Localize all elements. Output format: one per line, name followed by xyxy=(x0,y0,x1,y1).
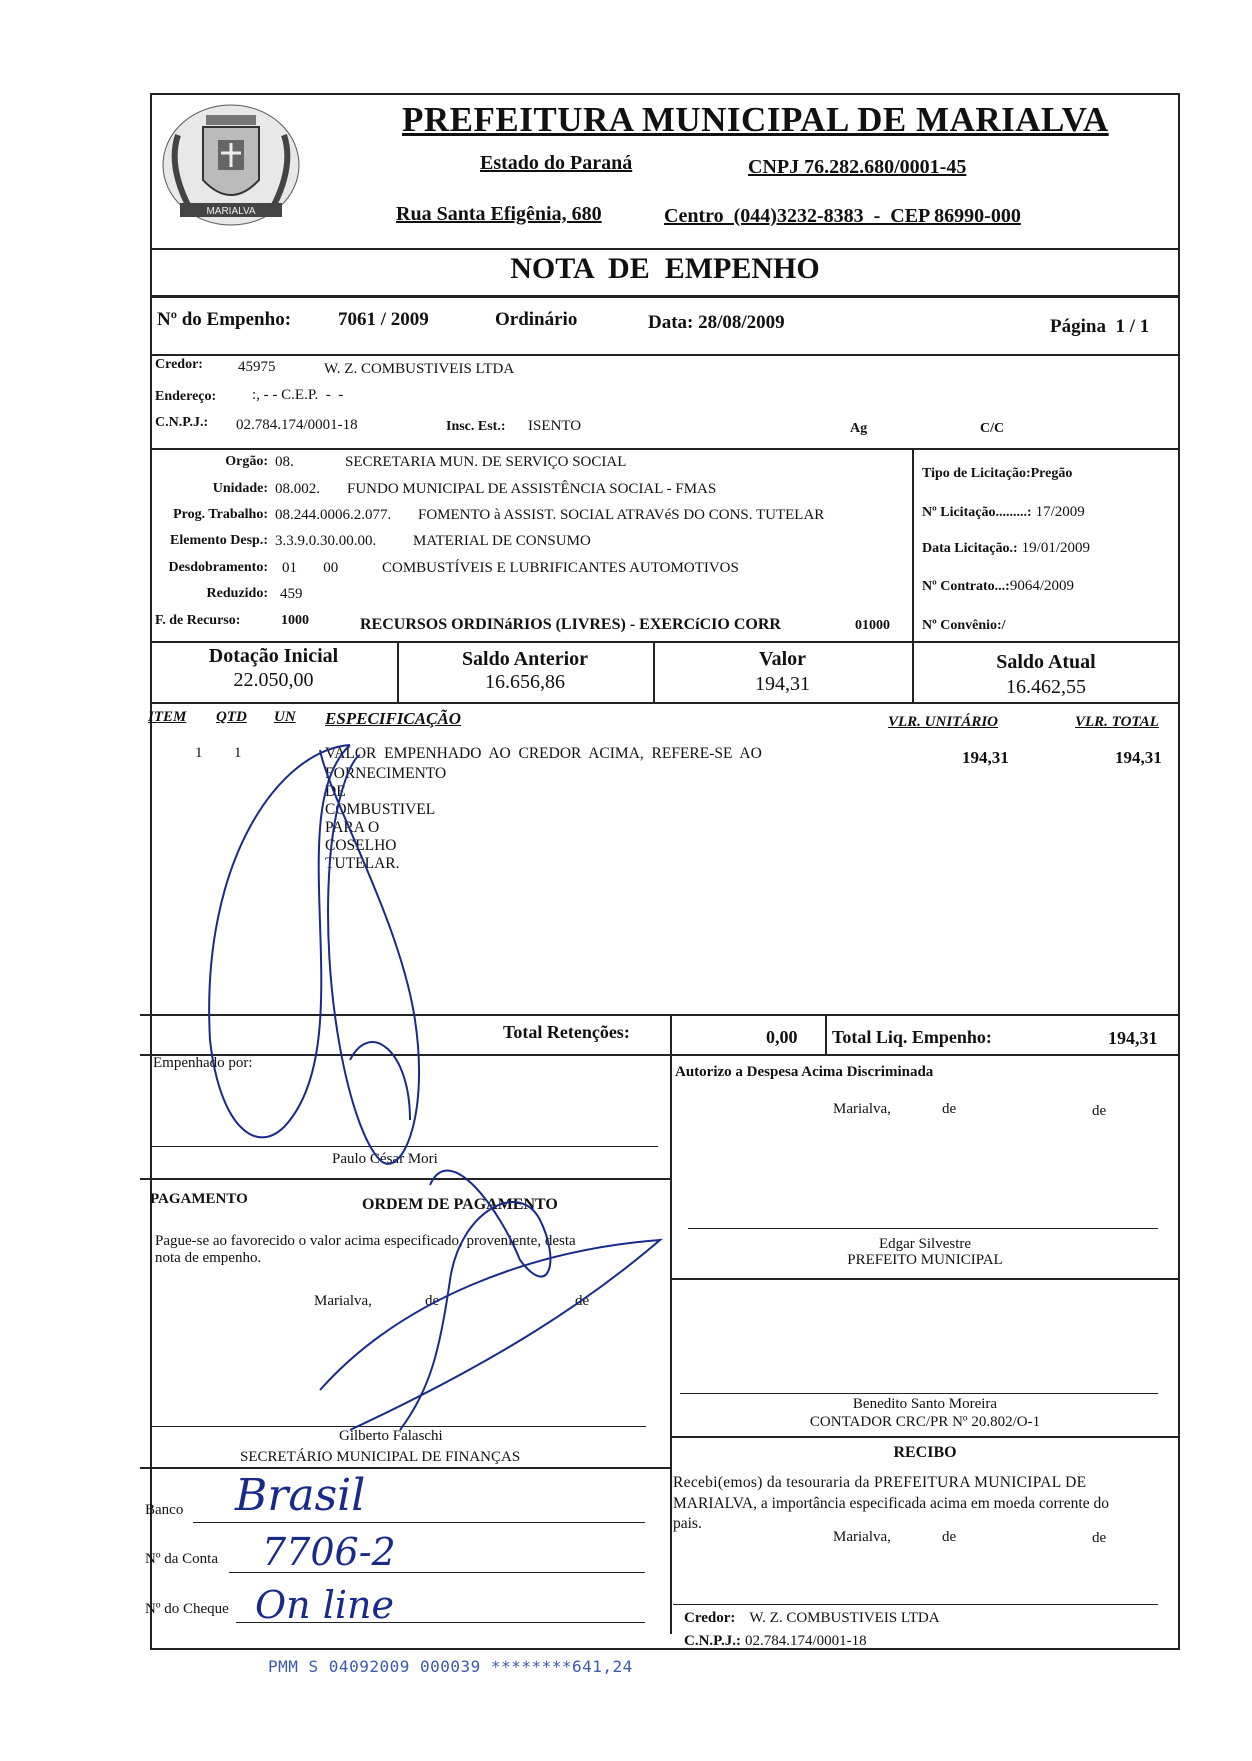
retencoes-label: Total Retenções: xyxy=(503,1022,630,1042)
budget-row-desc: MATERIAL DE CONSUMO xyxy=(413,533,591,549)
budget-row-label: Reduzido: xyxy=(206,586,268,601)
cheque-label: Nº do Cheque xyxy=(145,1601,229,1617)
recibo-cnpj xyxy=(684,1632,867,1650)
licitacao-convenio: Nº Convênio:/ xyxy=(922,618,1006,633)
recurso-desc: RECURSOS ORDINáRIOS (LIVRES) - EXERCíCIO CORR xyxy=(360,616,781,633)
endereco-label: Endereço: xyxy=(155,389,217,404)
budget-row-code: 3.3.9.0.30.00.00. xyxy=(275,533,377,549)
autorizo-place: Marialva, xyxy=(833,1101,891,1117)
recibo-de2: de xyxy=(1092,1530,1107,1546)
budget-row-code: 01 00 xyxy=(282,560,339,576)
pagamento-de1: de xyxy=(425,1293,440,1309)
financas-role: SECRETÁRIO MUNICIPAL DE FINANÇAS xyxy=(240,1449,521,1465)
document-title: NOTA DE EMPENHO xyxy=(510,252,820,285)
district-phone-cep: Centro (044)3232-8383 - CEP 86990-000 xyxy=(664,205,1021,227)
licitacao-numero-label: Nº Licitação.........: xyxy=(922,505,1032,520)
budget-row-code: 08.244.0006.2.077. xyxy=(275,507,392,523)
insc-value: ISENTO xyxy=(528,418,582,434)
page-number: Página 1 / 1 xyxy=(1050,316,1150,337)
licitacao-data-label: Data Licitação.: xyxy=(922,541,1018,556)
state-name: Estado do Paraná xyxy=(480,152,633,174)
financas-signer: Gilberto Falaschi xyxy=(339,1428,443,1444)
pagamento-de2: de xyxy=(575,1293,590,1309)
prefeito-name: Edgar Silvestre xyxy=(878,1236,972,1252)
col-total-value: VLR. TOTAL xyxy=(1075,714,1159,730)
autorizo-de1: de xyxy=(942,1101,957,1117)
page-title: PREFEITURA MUNICIPAL DE MARIALVA xyxy=(402,100,1109,139)
recibo-credor xyxy=(684,1609,940,1627)
cnpj-header: CNPJ 76.282.680/0001-45 xyxy=(748,156,967,178)
conta-handwritten: 7706-2 xyxy=(262,1530,396,1574)
credor-code: 45975 xyxy=(238,359,276,375)
prefeito-role: PREFEITO MUNICIPAL xyxy=(847,1252,1003,1268)
budget-row-desc: SECRETARIA MUN. DE SERVIÇO SOCIAL xyxy=(345,454,627,470)
licitacao-contrato xyxy=(922,577,1074,595)
licitacao-numero xyxy=(922,503,1085,521)
credor-label: Credor: xyxy=(155,357,203,372)
item-total-value: 194,31 xyxy=(1115,748,1162,767)
col-item: ITEM xyxy=(148,709,187,725)
recibo-de1: de xyxy=(942,1529,957,1545)
budget-row-label: Elemento Desp.: xyxy=(170,533,268,548)
pagamento-label: PAGAMENTO xyxy=(150,1191,248,1207)
budget-row-desc: FUNDO MUNICIPAL DE ASSISTÊNCIA SOCIAL - FMAS xyxy=(347,481,717,497)
cnpj-value: 02.784.174/0001-18 xyxy=(236,417,358,433)
valor-label: Valor xyxy=(758,648,807,670)
total-liq-value: 194,31 xyxy=(1108,1028,1158,1048)
licitacao-contrato-value: 9064/2009 xyxy=(1009,578,1074,594)
cnpj-label: C.N.P.J.: xyxy=(155,415,209,430)
pagamento-text-2: nota de empenho. xyxy=(155,1250,262,1266)
licitacao-contrato-label: Nº Contrato...: xyxy=(922,579,1010,594)
recibo-place: Marialva, xyxy=(833,1529,891,1545)
empenho-number-label: Nº do Empenho: xyxy=(157,309,292,330)
autorizo-label: Autorizo a Despesa Acima Discriminada xyxy=(675,1064,934,1080)
recibo-title: RECIBO xyxy=(893,1444,957,1461)
budget-row-label: Prog. Trabalho: xyxy=(173,507,268,522)
endereco-value: :, - - C.E.P. - - xyxy=(252,387,344,403)
item-spec-line1: VALOR EMPENHADO AO CREDOR ACIMA, REFERE-SE AO xyxy=(325,745,762,762)
contador-name: Benedito Santo Moreira xyxy=(852,1396,998,1412)
col-unit-value: VLR. UNITÁRIO xyxy=(888,714,999,730)
street-address: Rua Santa Efigênia, 680 xyxy=(396,203,602,225)
ordem-pagamento-label: ORDEM DE PAGAMENTO xyxy=(362,1196,558,1213)
handwritten-signature-icon xyxy=(200,740,680,1460)
dotacao-label: Dotação Inicial xyxy=(208,645,339,667)
saldo-anterior-label: Saldo Anterior xyxy=(461,648,589,670)
contador-role: CONTADOR CRC/PR Nº 20.802/O-1 xyxy=(809,1414,1041,1430)
recurso-code: 1000 xyxy=(281,613,309,628)
recibo-text-2: MARIALVA, a importância especificada acima em moeda corrente do xyxy=(673,1495,1109,1512)
budget-row-label: Desdobramento: xyxy=(168,560,268,575)
licitacao-data-value: 19/01/2009 xyxy=(1021,540,1090,556)
licitacao-tipo: Tipo de Licitação:Pregão xyxy=(922,466,1073,481)
recibo-text-3: pais. xyxy=(673,1515,702,1532)
banco-label: Banco xyxy=(145,1502,184,1518)
saldo-atual-value: 16.462,55 xyxy=(1006,676,1086,698)
empenho-type: Ordinário xyxy=(495,309,578,330)
ag-label: Ag xyxy=(850,421,868,436)
saldo-atual-label: Saldo Atual xyxy=(996,651,1096,673)
empenhado-signer: Paulo César Mori xyxy=(332,1151,438,1167)
valor-value: 194,31 xyxy=(755,673,810,695)
empenho-date: Data: 28/08/2009 xyxy=(648,312,785,333)
item-unit-value: 194,31 xyxy=(962,748,1009,767)
budget-row-desc: COMBUSTÍVEIS E LUBRIFICANTES AUTOMOTIVOS xyxy=(382,560,739,576)
recibo-text-1: Recebi(emos) da tesouraria da PREFEITURA MUNICIPAL DE xyxy=(673,1474,1087,1491)
empenho-number: 7061 / 2009 xyxy=(338,309,429,330)
pagamento-place: Marialva, xyxy=(314,1293,372,1309)
col-un: UN xyxy=(274,709,296,725)
banco-handwritten: Brasil xyxy=(235,1470,366,1521)
licitacao-numero-value: 17/2009 xyxy=(1035,504,1085,520)
saldo-anterior-value: 16.656,86 xyxy=(485,671,565,693)
col-spec: ESPECIFICAÇÃO xyxy=(325,709,462,728)
budget-row-code: 08. xyxy=(275,454,294,470)
total-liq-label: Total Liq. Empenho: xyxy=(832,1027,992,1047)
budget-row-label: Unidade: xyxy=(212,481,268,496)
cc-label: C/C xyxy=(980,421,1005,436)
item-number: 1 xyxy=(195,745,203,761)
budget-row-code: 08.002. xyxy=(275,481,320,497)
recurso-label: F. de Recurso: xyxy=(155,613,241,628)
retencoes-value: 0,00 xyxy=(766,1027,798,1047)
payment-stamp: PMM S 04092009 000039 ********641,24 xyxy=(268,1657,633,1676)
item-qtd: 1 xyxy=(234,745,242,761)
item-spec-line2: FORNECIMENTO DE COMBUSTIVEL PARA O COSELHO TUTELAR. xyxy=(325,765,447,872)
credor-name: W. Z. COMBUSTIVEIS LTDA xyxy=(324,361,515,377)
empenhado-label: Empenhado por: xyxy=(153,1055,253,1071)
crest-label: MARIALVA xyxy=(206,206,256,217)
budget-row-code: 459 xyxy=(280,586,303,602)
dotacao-value: 22.050,00 xyxy=(233,669,314,691)
licitacao-data xyxy=(922,539,1090,557)
pagamento-text-1: Pague-se ao favorecido o valor acima especificado, proveniente, desta xyxy=(155,1233,576,1249)
conta-label: Nº da Conta xyxy=(145,1551,218,1567)
cheque-handwritten: On line xyxy=(255,1583,394,1627)
budget-row-label: Orgão: xyxy=(225,454,268,469)
col-qtd: QTD xyxy=(216,709,247,725)
recibo-cnpj-value: 02.784.174/0001-18 xyxy=(744,1633,867,1649)
recibo-cnpj-label: C.N.P.J.: xyxy=(684,1633,741,1649)
recurso-num: 01000 xyxy=(855,618,890,633)
autorizo-de2: de xyxy=(1092,1103,1107,1119)
budget-row-desc: FOMENTO à ASSIST. SOCIAL ATRAVéS DO CONS. TUTELAR xyxy=(418,507,825,523)
recibo-credor-value: W. Z. COMBUSTIVEIS LTDA xyxy=(749,1610,940,1626)
insc-label: Insc. Est.: xyxy=(446,419,506,434)
recibo-credor-label: Credor: xyxy=(684,1610,736,1626)
municipal-crest-icon xyxy=(158,95,304,235)
